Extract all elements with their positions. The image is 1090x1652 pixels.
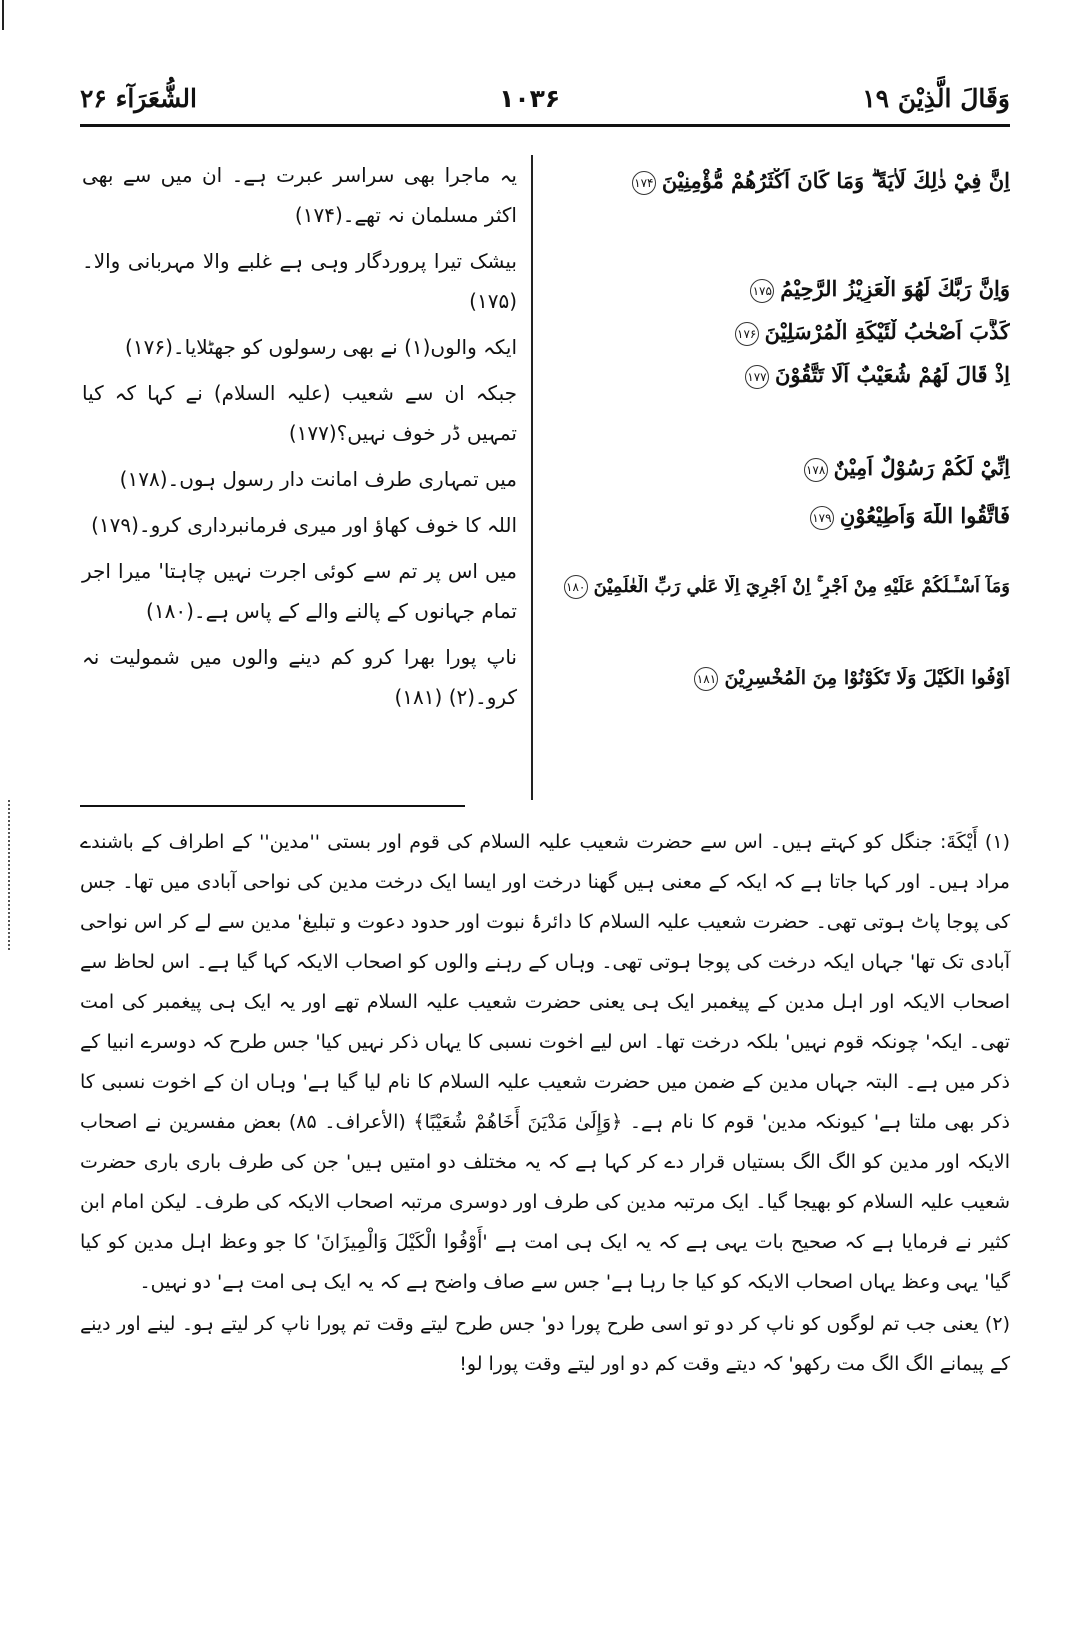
ayah-number: ۱۸۱ — [694, 667, 718, 691]
translation-line: بیشک تیرا پروردگار وہی ہے غلبے والا مہربانی والا۔(۱۷۵) — [82, 249, 517, 313]
ayah-text: اَوْفُوا الْكَيْلَ وَلَا تَكُوْنُوْا مِنَ الْمُخْسِرِيْنَ — [724, 667, 1010, 689]
footnote-2: (۲) یعنی جب تم لوگوں کو ناپ کر دو تو اسی طرح پورا دو' جس طرح لیتے وقت تم پورا ناپ کر لیتے ہو۔ لینے اور دینے کے پیمانے الگ الگ مت رکھو' کہ دیتے وقت کم دو اور لیتے وقت پورا لو! — [80, 1313, 1010, 1375]
ayah — [560, 319, 1010, 346]
ayah-text: وَمَآ اَسْـَٔـلُكُمْ عَلَيْهِ مِنْ اَجْرٍ ۚ اِنْ اَجْرِيَ اِلَّا عَلٰي رَبِّ الْعٰلَمِيْنَ — [593, 576, 1010, 597]
ayah — [560, 503, 1010, 530]
column-divider — [531, 155, 533, 800]
ayah — [560, 276, 1010, 303]
ayah-text: وَاِنَّ رَبَّكَ لَهُوَ الْعَزِيْزُ الرَّحِيْمُ — [780, 276, 1010, 301]
page-number: ۱۰۳۶ — [499, 83, 561, 113]
ayah-text: كَذَّبَ اَصْحٰبُ لْئَيْكَةِ الْمُرْسَلِيْنَ — [764, 319, 1010, 344]
translation-line: ناپ پورا بھرا کرو کم دینے والوں میں شمولیت نہ کرو۔(۲) (۱۸۱) — [82, 645, 517, 709]
translation-line: یہ ماجرا بھی سراسر عبرت ہے۔ ان میں سے بھی اکثر مسلمان نہ تھے۔(۱۷۴) — [82, 163, 517, 227]
translation-line: میں تمہاری طرف امانت دار رسول ہوں۔(۱۷۸) — [119, 467, 517, 491]
footnote-separator — [80, 805, 465, 807]
ayah-text: اِذْ قَالَ لَهُمْ شُعَيْبٌ اَلَا تَتَّقُوْنَ — [774, 362, 1010, 387]
footnotes — [80, 822, 1010, 1386]
ayah-number: ۱۷۵ — [750, 279, 774, 303]
ayah-number: ۱۷۹ — [810, 506, 834, 530]
translation-line: ایکہ والوں(۱) نے بھی رسولوں کو جھٹلایا۔(۱۷۶) — [125, 335, 517, 359]
ayah-number: ۱۷۴ — [632, 171, 656, 195]
footnote-1: (۱) أَيْكَةَ: جنگل کو کہتے ہیں۔ اس سے حضرت شعیب علیہ السلام کی قوم اور بستی ''مدین'' کے اطراف کے باشندے مراد ہیں۔ اور کہا جاتا ہے کہ ایکہ کے معنی ہیں گھنا درخت اور ایسا ایک درخت مدین کی نواحی آبادی میں تھا۔ جس کی پوجا پاٹ ہوتی تھی۔ حضرت شعیب علیہ السلام کا دائرۂ نبوت اور حدود دعوت و تبلیغ' مدین سے لے کر اس نواحی آبادی تک تھا' جہاں ایکہ درخت کی پوجا ہوتی تھی۔ وہاں کے رہنے والوں کو اصحاب الایکہ کہا گیا ہے۔ اس لحاظ سے اصحاب الایکہ اور اہل مدین کے پیغمبر ایک ہی یعنی حضرت شعیب علیہ السلام تھے اور یہ ایک ہی پیغمبر کی امت تھی۔ ایکہ' چونکہ قوم نہیں' بلکہ درخت تھا۔ اس لیے اخوت نسبی کا یہاں ذکر نہیں کیا' جس طرح کہ دوسرے انبیا کے ذکر میں ہے۔ البتہ جہاں مدین کے ضمن میں حضرت شعیب علیہ السلام کا نام لیا گیا ہے' وہاں ان کے اخوت نسبی کا ذکر بھی ملتا ہے' کیونکہ مدین' قوم کا نام ہے۔ ﴿وَإِلَىٰ مَدْيَنَ أَخَاهُمْ شُعَيْبًا﴾ (الأعراف۔ ۸۵) بعض مفسرین نے اصحاب الایکہ اور مدین کو الگ الگ بستیاں قرار دے کر کہا ہے کہ یہ مختلف دو امتیں ہیں' جن کی طرف باری باری حضرت شعیب علیہ السلام کو بھیجا گیا۔ ایک مرتبہ مدین کی طرف اور دوسری مرتبہ اصحاب الایکہ کی طرف۔ لیکن امام ابن کثیر نے فرمایا ہے کہ صحیح بات یہی ہے کہ یہ ایک ہی امت ہے 'أَوْفُوا الْكَيْلَ وَالْمِيزَانَ' کا جو وعظ اہل مدین کو کیا گیا' یہی وعظ یہاں اصحاب الایکہ کو کیا جا رہا ہے' جس سے صاف واضح ہے کہ یہ ایک ہی امت ہے' دو نہیں۔ — [80, 831, 1010, 1293]
ayah — [560, 455, 1010, 482]
ayah — [560, 362, 1010, 389]
translation-line: اللہ کا خوف کھاؤ اور میری فرمانبرداری کرو۔(۱۷۹) — [91, 513, 517, 537]
ayah-text: فَاتَّقُوا اللّٰهَ وَاَطِيْعُوْنِ — [839, 503, 1010, 528]
translation-line: میں اس پر تم سے کوئی اجرت نہیں چاہتا' میرا اجر تمام جہانوں کے پالنے والے کے پاس ہے۔(۱۸۰) — [82, 559, 517, 623]
surah-name: الشُّعَرَآء ۲۶ — [80, 83, 197, 113]
ayah-text: اِنَّ فِيْ ذٰلِكَ لَاٰيَةً ۗ وَمَا كَانَ اَكْثَرُهُمْ مُّؤْمِنِيْنَ — [661, 168, 1010, 193]
ayah — [560, 168, 1010, 195]
ayah-number: ۱۷۷ — [745, 365, 769, 389]
ayah — [560, 667, 1010, 691]
ayah-number: ۱۷۶ — [735, 322, 759, 346]
page-edge-mark — [2, 0, 4, 30]
translation-line: جبکہ ان سے شعیب (علیہ السلام) نے کہا کہ کیا تمہیں ڈر خوف نہیں؟(۱۷۷) — [82, 381, 517, 445]
arabic-column — [560, 0, 1010, 800]
urdu-translation-column — [82, 155, 517, 723]
ayah — [560, 575, 1010, 599]
ayah-number: ۱۸۰ — [564, 575, 588, 599]
ayah-number: ۱۷۸ — [804, 458, 828, 482]
ayah-text: اِنِّيْ لَكُمْ رَسُوْلٌ اَمِيْنٌ — [833, 455, 1010, 480]
gutter-dotted-line — [8, 800, 11, 950]
para-name: وَقَالَ الَّذِيْنَ ١٩ — [862, 83, 1010, 113]
